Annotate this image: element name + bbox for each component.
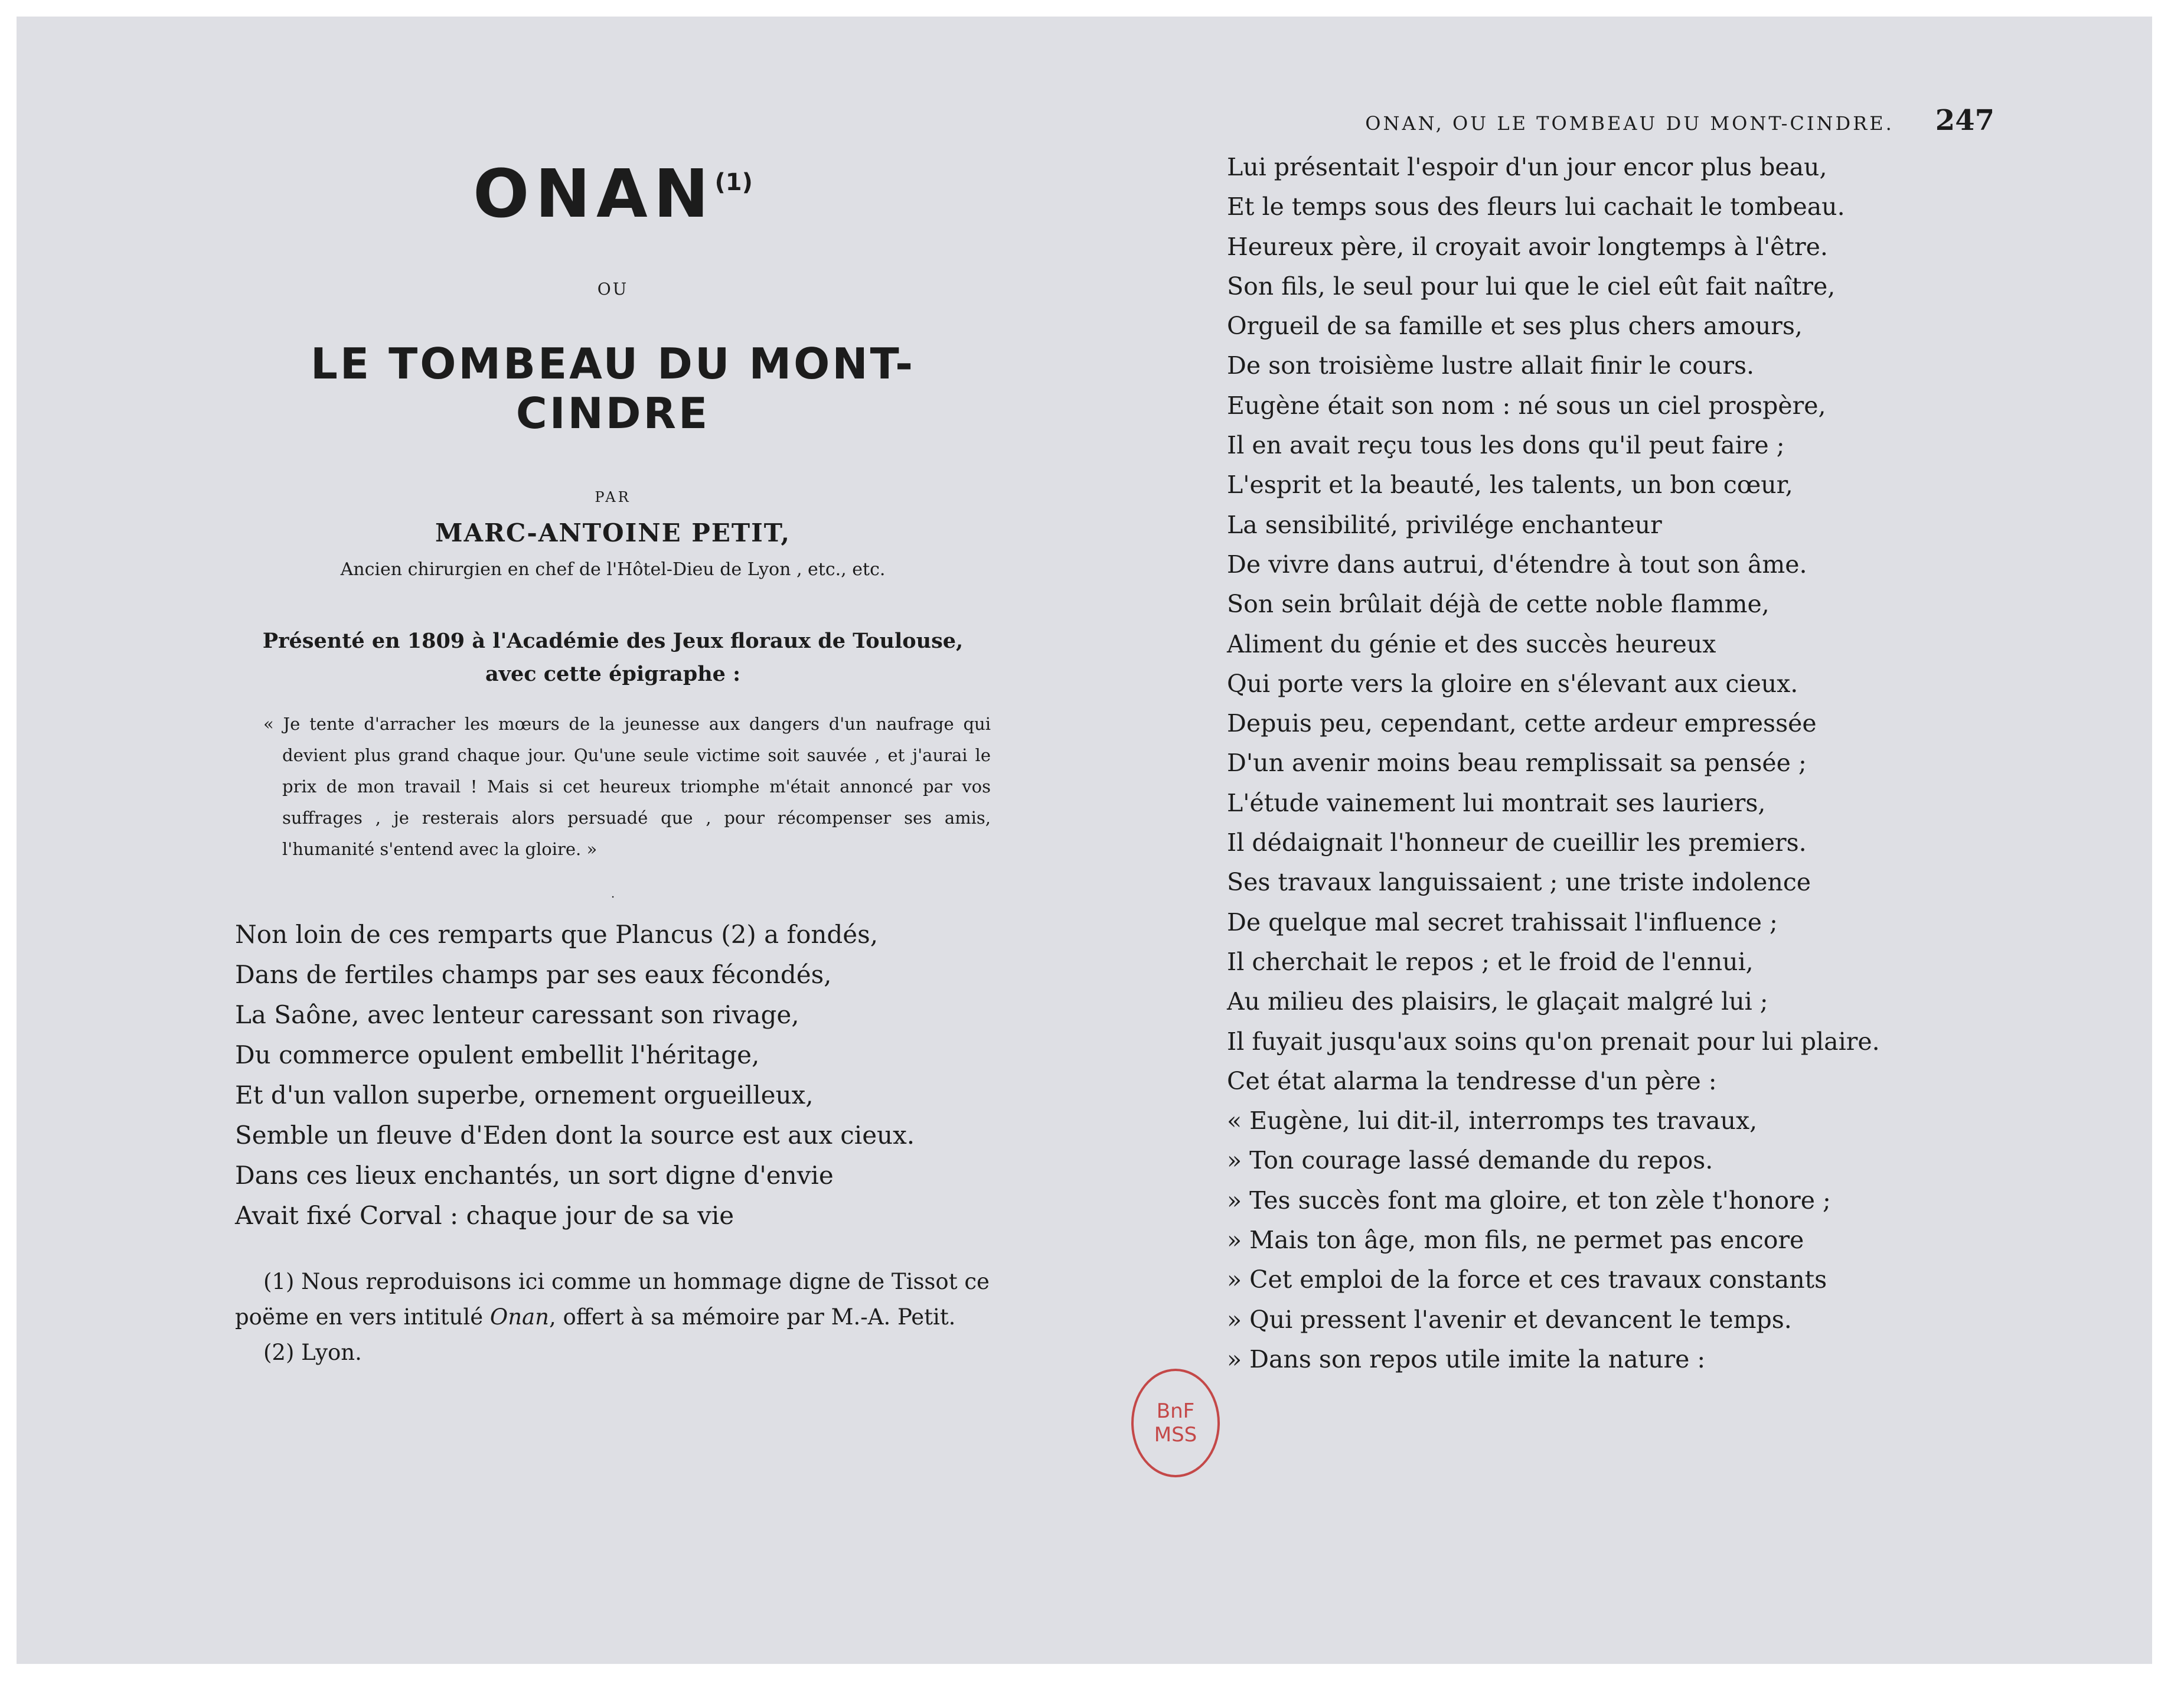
footnote-1: (1) Nous reproduisons ici comme un hommage digne de Tissot ce poëme en vers intitulé Onan, offert à sa mémoire par M.-A. Petit. — [235, 1269, 990, 1330]
author-name: MARC-ANTOINE PETIT, — [435, 518, 791, 548]
verse-line: Il fuyait jusqu'aux soins qu'on prenait pour lui plaire. — [1227, 1027, 1880, 1056]
verse-line: Lui présentait l'espoir d'un jour encor plus beau, — [1227, 153, 1827, 181]
verse-line: Orgueil de sa famille et ses plus chers amours, — [1227, 312, 1803, 341]
running-head — [1227, 104, 1994, 137]
verse-line: » Tes succès font ma gloire, et ton zèle t'honore ; — [1227, 1186, 1831, 1215]
verse-line: De vivre dans autrui, d'étendre à tout son âme. — [1227, 550, 1807, 579]
verse-line: Au milieu des plaisirs, le glaçait malgré lui ; — [1227, 987, 1768, 1016]
verse-line: « Eugène, lui dit-il, interromps tes travaux, — [1227, 1107, 1758, 1135]
verse-line: Et d'un vallon superbe, ornement orgueilleux, — [235, 1081, 814, 1110]
verse-line: D'un avenir moins beau remplissait sa pensée ; — [1227, 749, 1807, 778]
author-affiliation: Ancien chirurgien en chef de l'Hôtel-Dieu de Lyon , etc., etc. — [340, 559, 886, 580]
title-footnote-mark: (1) — [714, 169, 753, 196]
verse-line: Il dédaignait l'honneur de cueillir les premiers. — [1227, 828, 1807, 857]
epigraph: « Je tente d'arracher les mœurs de la jeunesse aux dangers d'un naufrage qui devient plus grand chaque jour. Qu'une seule victime soit sauvée , et j'aurai le prix de mon travail ! Mais si cet heureux triomphe m'était annoncé par vos suffrages , je resterais alors persuadé que , pour récompenser ses amis, l'humanité s'entend avec la gloire. » — [263, 714, 991, 860]
verse-line: Dans ces lieux enchantés, un sort digne d'envie — [235, 1161, 834, 1190]
verse-line: Depuis peu, cependant, cette ardeur empressée — [1227, 709, 1817, 738]
verse-line: » Mais ton âge, mon fils, ne permet pas encore — [1227, 1226, 1804, 1255]
by-label: PAR — [595, 489, 631, 506]
verse-line: Son sein brûlait déjà de cette noble flamme, — [1227, 590, 1770, 619]
presentation-line: avec cette épigraphe : — [485, 662, 741, 687]
verse-line: La sensibilité, privilége enchanteur — [1227, 510, 1662, 539]
separator: . — [611, 886, 615, 901]
verse-line: Semble un fleuve d'Eden dont la source est aux cieux. — [235, 1121, 915, 1150]
verse-block-right — [1227, 148, 1994, 1379]
stamp-line: BnF — [1156, 1399, 1195, 1423]
verse-line: De quelque mal secret trahissait l'influence ; — [1227, 908, 1778, 936]
footnotes — [235, 1264, 991, 1370]
stamp-line: MSS — [1154, 1423, 1197, 1447]
poem-title: ONAN$^{(1)}$ — [473, 156, 753, 233]
running-title: ONAN, OU LE TOMBEAU DU MONT-CINDRE. — [1365, 112, 1894, 135]
scanned-sheet — [17, 17, 2152, 1664]
verse-line: Cet état alarma la tendresse d'un père : — [1227, 1066, 1717, 1095]
poem-subtitle: LE TOMBEAU DU MONT-CINDRE — [310, 339, 916, 439]
footnote-2: (2) Lyon. — [263, 1340, 362, 1366]
right-page — [1227, 104, 1994, 1379]
verse-line: » Qui pressent l'avenir et devancent le temps. — [1227, 1305, 1792, 1334]
verse-line: Du commerce opulent embellit l'héritage, — [235, 1040, 760, 1070]
verse-line: » Cet emploi de la force et ces travaux constants — [1227, 1265, 1827, 1294]
verse-line: La Saône, avec lenteur caressant son rivage, — [235, 1000, 799, 1030]
verse-line: Avait fixé Corval : chaque jour de sa vie — [235, 1201, 734, 1231]
verse-line: Qui porte vers la gloire en s'élevant aux cieux. — [1227, 669, 1798, 698]
verse-line: Aliment du génie et des succès heureux — [1227, 629, 1716, 658]
verse-line: » Ton courage lassé demande du repos. — [1227, 1146, 1713, 1175]
footnote-title-italic: Onan — [489, 1304, 549, 1330]
verse-line: » Dans son repos utile imite la nature : — [1227, 1344, 1706, 1373]
verse-line: Dans de fertiles champs par ses eaux fécondés, — [235, 960, 832, 990]
verse-line: L'étude vainement lui montrait ses lauriers, — [1227, 788, 1766, 817]
verse-line: Non loin de ces remparts que Plancus (2) a fondés, — [235, 920, 879, 949]
title-conjunction: OU — [597, 279, 629, 299]
verse-line: Et le temps sous des fleurs lui cachait le tombeau. — [1227, 192, 1845, 221]
presentation-note — [235, 625, 991, 691]
verse-line: Eugène était son nom : né sous un ciel prospère, — [1227, 391, 1826, 420]
verse-line: Ses travaux languissaient ; une triste indolence — [1227, 868, 1811, 897]
library-stamp — [1131, 1369, 1220, 1477]
left-page — [235, 158, 991, 1370]
presentation-line: Présenté en 1809 à l'Académie des Jeux floraux de Toulouse, — [262, 629, 964, 654]
page-number: 247 — [1935, 104, 1994, 137]
verse-line: Heureux père, il croyait avoir longtemps à l'être. — [1227, 232, 1828, 261]
verse-line: Son fils, le seul pour lui que le ciel eût fait naître, — [1227, 272, 1836, 301]
verse-line: Il en avait reçu tous les dons qu'il peut faire ; — [1227, 431, 1785, 460]
verse-line: De son troisième lustre allait finir le cours. — [1227, 351, 1755, 380]
verse-block-left — [235, 915, 991, 1236]
verse-line: Il cherchait le repos ; et le froid de l'ennui, — [1227, 947, 1754, 976]
verse-line: L'esprit et la beauté, les talents, un bon cœur, — [1227, 471, 1793, 500]
